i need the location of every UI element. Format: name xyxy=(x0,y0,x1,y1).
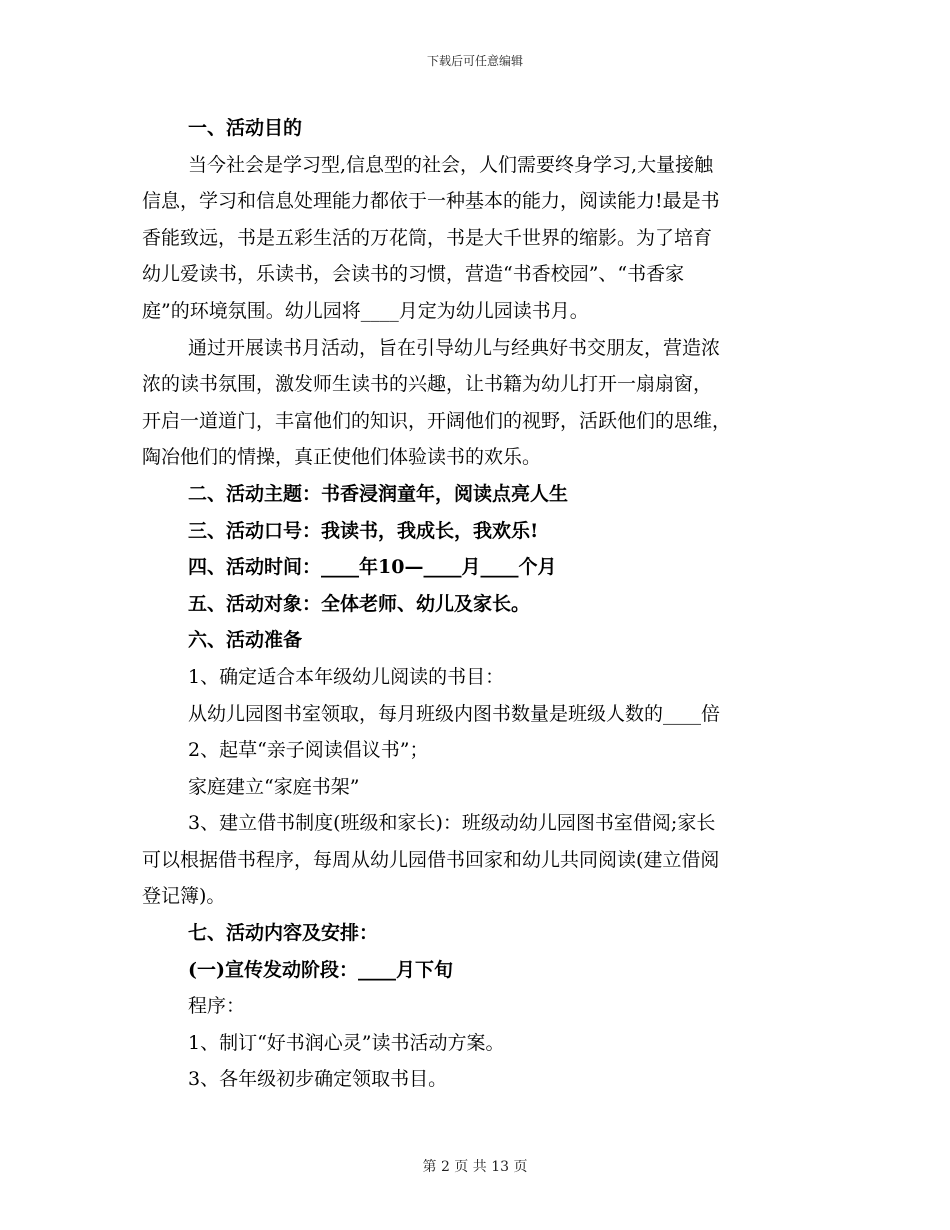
paragraph-line: 可以根据借书程序，每周从幼儿园借书回家和幼儿共同阅读(建立借阅 xyxy=(142,848,720,871)
section-heading: 一、活动目的 xyxy=(188,117,303,139)
section-heading: 五、活动对象：全体老师、幼儿及家长。 xyxy=(188,592,531,615)
paragraph-line: 3、建立借书制度(班级和家长)：班级动幼儿园图书室借阅;家长 xyxy=(188,812,716,835)
paragraph-line: 家庭建立“家庭书架” xyxy=(188,775,360,798)
paragraph-line: 庭”的环境氛围。幼儿园将____月定为幼儿园读书月。 xyxy=(142,299,589,322)
paragraph-line: 从幼儿园图书室领取，每月班级内图书数量是班级人数的____倍 xyxy=(188,702,721,725)
paragraph-line: 开启一道道门，丰富他们的知识，开阔他们的视野，活跃他们的思维， xyxy=(142,409,732,432)
paragraph-line: 浓的读书氛围，激发师生读书的兴趣，让书籍为幼儿打开一扇扇窗， xyxy=(142,373,713,396)
paragraph-line: 2、起草“亲子阅读倡议书”； xyxy=(188,739,429,762)
section-heading: (一)宣传发动阶段：____月下旬 xyxy=(188,958,453,981)
section-heading: 三、活动口号：我读书，我成长，我欢乐! xyxy=(188,519,539,542)
section-heading: 四、活动时间：____年10—____月____个月 xyxy=(188,556,557,579)
page-footer: 第 2 页 共 13 页 xyxy=(422,1159,528,1175)
paragraph-line: 当今社会是学习型,信息型的社会，人们需要终身学习,大量接触 xyxy=(188,153,714,176)
page-header: 下载后可任意编辑 xyxy=(426,54,523,68)
paragraph-line: 幼儿爱读书，乐读书，会读书的习惯，营造“书香校园”、“书香家 xyxy=(142,263,685,286)
section-heading: 七、活动内容及安排： xyxy=(188,922,379,945)
paragraph-line: 3、各年级初步确定领取书目。 xyxy=(188,1068,448,1091)
paragraph-line: 陶冶他们的情操，真正使他们体验读书的欢乐。 xyxy=(142,446,542,469)
paragraph-line: 1、确定适合本年级幼儿阅读的书目： xyxy=(188,665,505,688)
paragraph-line: 1、制订“好书润心灵”读书活动方案。 xyxy=(188,1031,505,1054)
section-heading: 二、活动主题：书香浸润童年，阅读点亮人生 xyxy=(188,482,569,505)
document-body xyxy=(142,110,812,1098)
paragraph-line: 程序： xyxy=(188,995,246,1018)
section-heading: 六、活动准备 xyxy=(188,629,303,652)
paragraph-line: 信息，学习和信息处理能力都依于一种基本的能力，阅读能力!最是书 xyxy=(142,190,720,213)
paragraph-line: 登记簿)。 xyxy=(142,885,226,908)
paragraph-line: 通过开展读书月活动，旨在引导幼儿与经典好书交朋友，营造浓 xyxy=(188,336,721,359)
paragraph-line: 香能致远，书是五彩生活的万花筒，书是大千世界的缩影。为了培育 xyxy=(142,226,713,249)
